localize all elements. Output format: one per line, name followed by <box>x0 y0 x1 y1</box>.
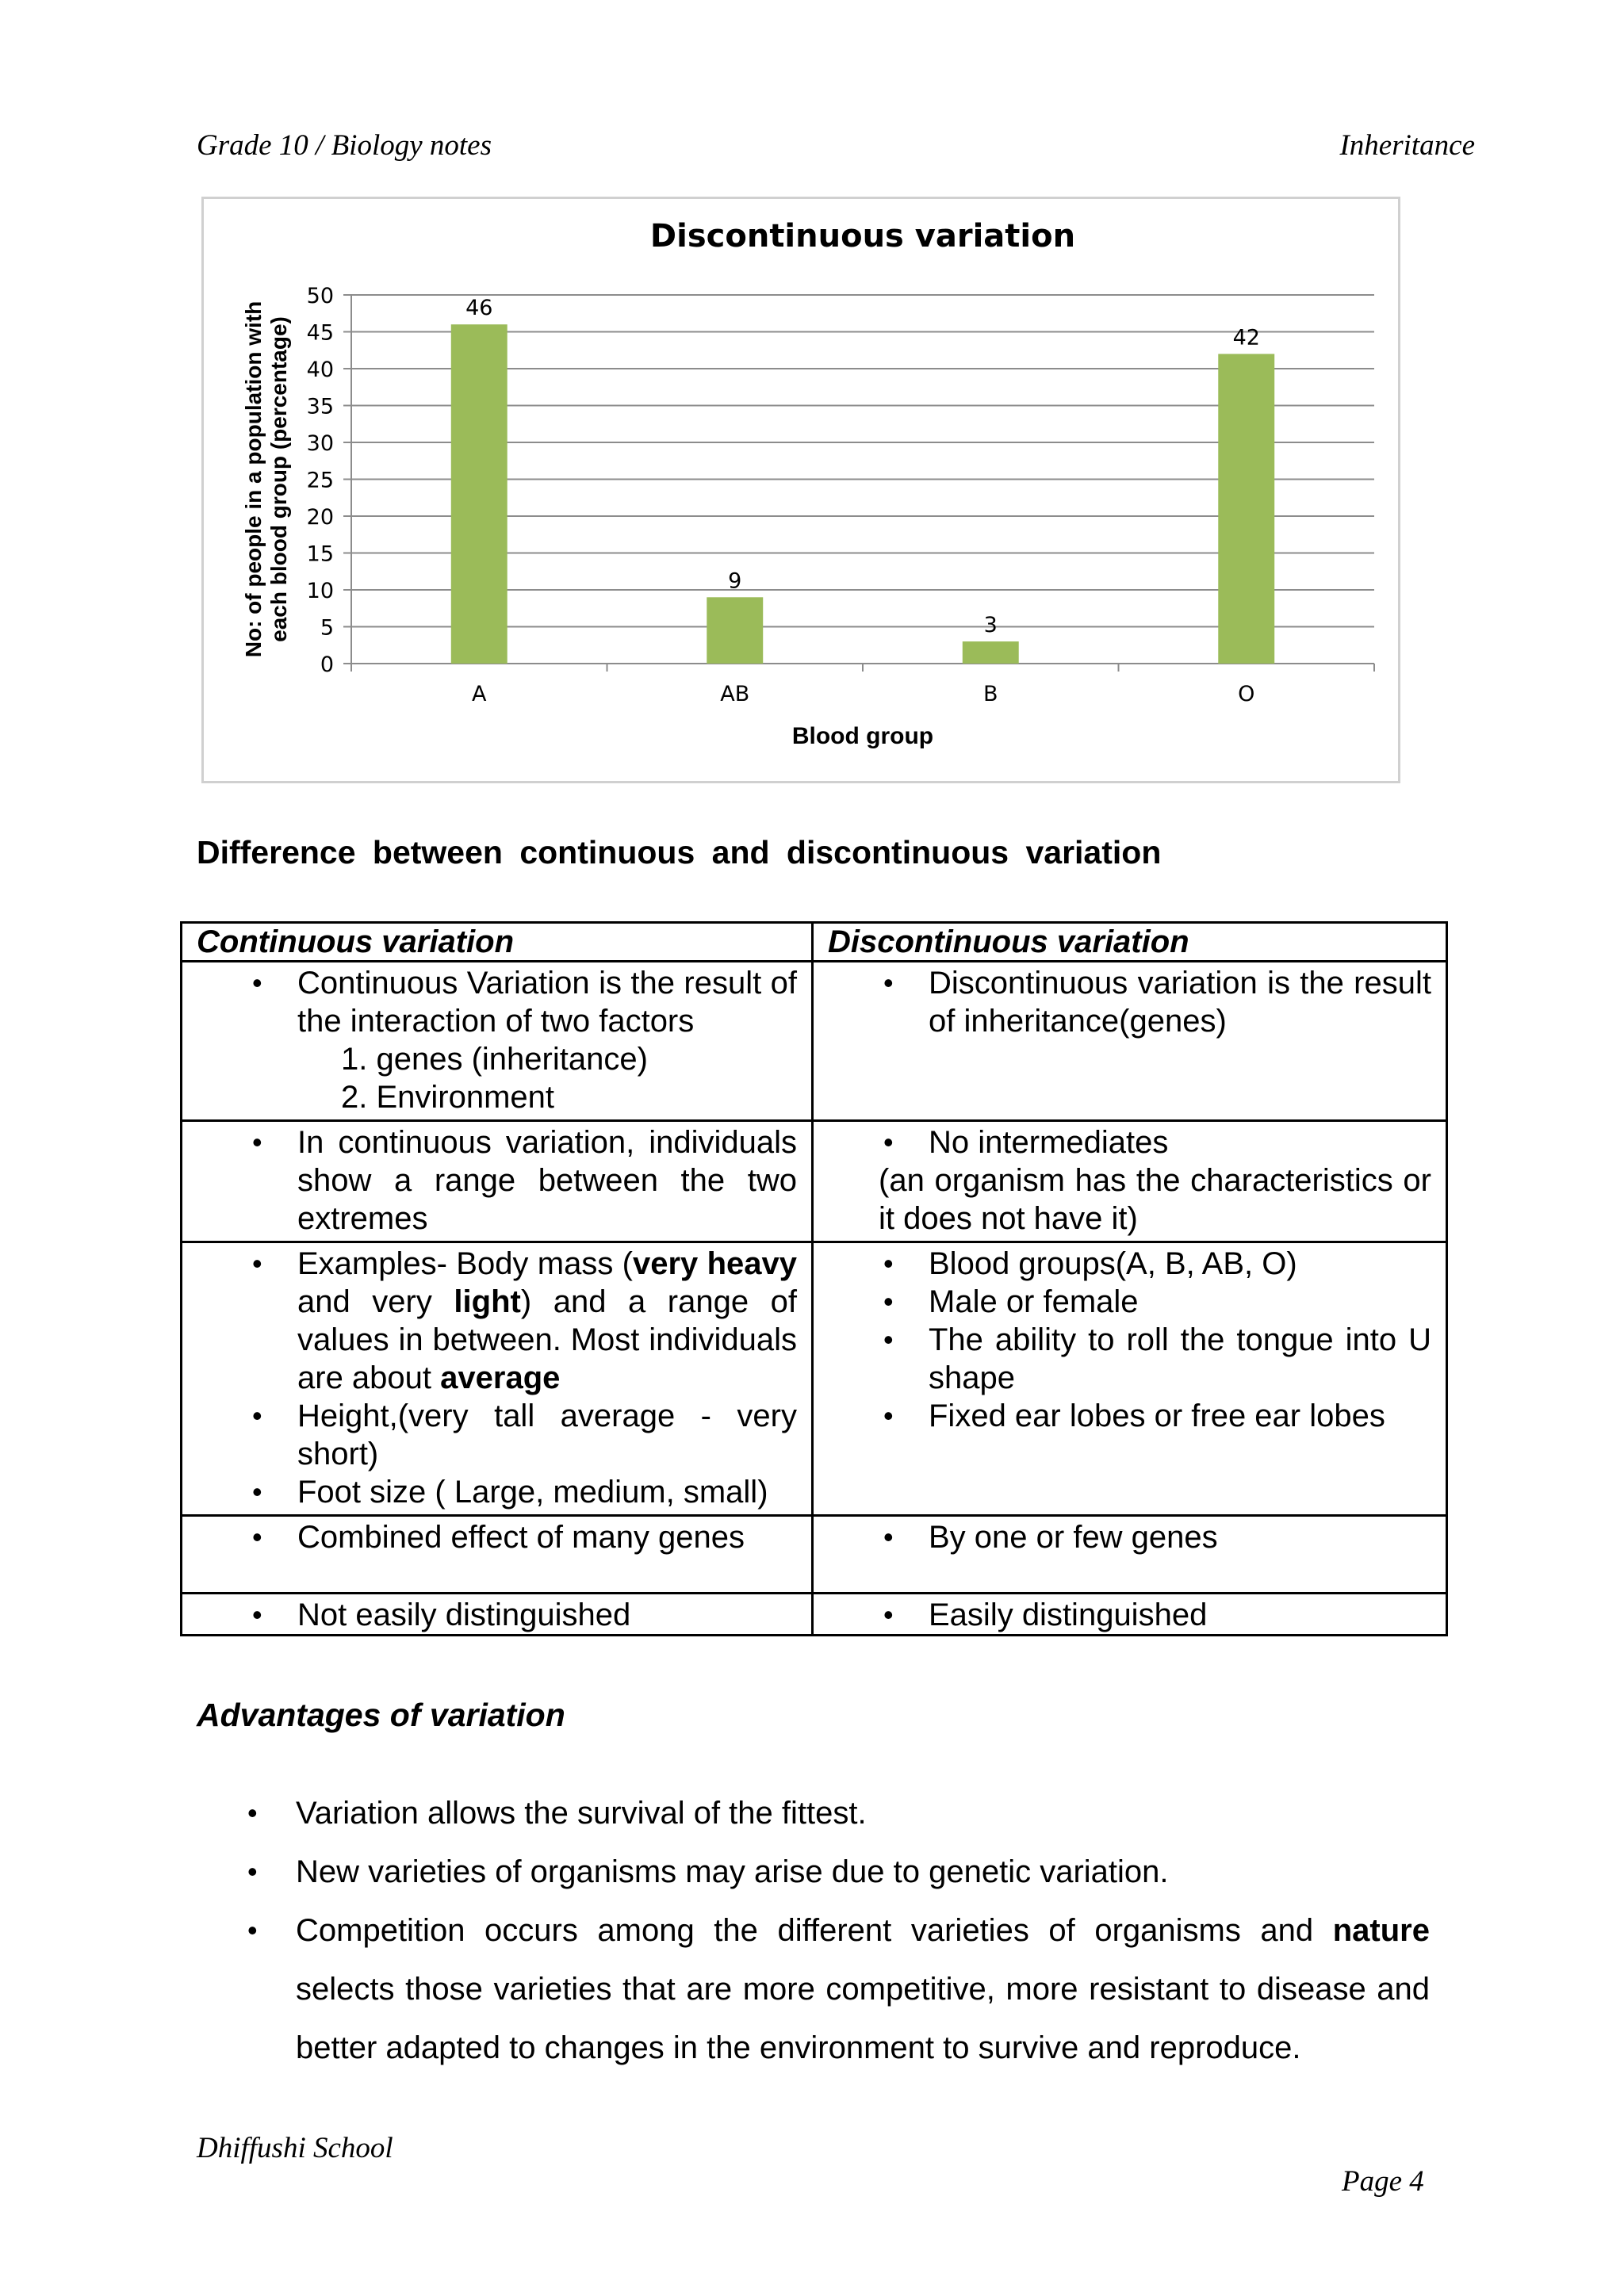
chart-title: Discontinuous variation <box>649 218 1076 254</box>
header-right: Inheritance <box>1339 129 1475 162</box>
list-item: • Blood groups(A, B, AB, O) <box>814 1245 1431 1283</box>
table-row <box>182 1516 1447 1594</box>
bar <box>707 597 763 664</box>
list-item: • Variation allows the survival of the fittest. <box>197 1784 1430 1843</box>
list-item: • Continuous Variation is the result of the interaction of two factors <box>182 964 797 1040</box>
comparison-table <box>180 921 1448 1636</box>
x-tick-label: B <box>982 682 998 706</box>
table-row <box>182 1594 1447 1636</box>
y-tick-label: 50 <box>306 284 334 308</box>
list-subitem: 2. Environment <box>341 1080 555 1115</box>
y-tick-label: 40 <box>306 358 334 382</box>
chart-frame <box>201 197 1400 783</box>
header-continuous: Continuous variation <box>182 923 813 962</box>
y-tick-label: 20 <box>306 505 334 530</box>
advantages-list <box>197 1784 1430 2077</box>
header-discontinuous: Discontinuous variation <box>813 923 1447 962</box>
page-number: Page 4 <box>1342 2165 1424 2198</box>
list-item: • By one or few genes <box>814 1518 1431 1556</box>
list-item: • Height,(very tall average - very short) <box>182 1397 797 1473</box>
list-item: • Examples- Body mass (very heavy and very light) and a range of values in between. Most individuals are about average <box>182 1245 797 1397</box>
bar-data-label: 46 <box>465 296 493 321</box>
section-heading: Difference between continuous and discontinuous variation <box>197 834 1162 871</box>
list-item: • Combined effect of many genes <box>182 1518 797 1556</box>
list-item: • Male or female <box>814 1283 1431 1321</box>
list-item: • Fixed ear lobes or free ear lobes <box>814 1397 1431 1435</box>
list-item: • Easily distinguished <box>814 1596 1431 1634</box>
y-tick-label: 10 <box>306 579 334 603</box>
list-item: • Discontinuous variation is the result of inheritance(genes) <box>814 964 1431 1040</box>
note-text: (an organism has the characteristics or it does not have it) <box>879 1163 1431 1236</box>
table-row <box>182 1242 1447 1516</box>
y-tick-label: 0 <box>320 652 334 677</box>
table-header-row <box>182 923 1447 962</box>
bar-data-label: 9 <box>728 568 742 594</box>
list-item: • Competition occurs among the different varieties of organisms and nature selects those varieties that are more competitive, more resistant to disease and better adapted to changes in the environment to survive and reproduce. <box>197 1901 1430 2077</box>
table-row <box>182 1121 1447 1242</box>
x-tick-label: A <box>472 682 487 706</box>
y-axis-label-line2: each blood group (percentage) <box>266 316 291 642</box>
y-tick-label: 5 <box>320 615 334 641</box>
table-row <box>182 962 1447 1121</box>
list-item: • Not easily distinguished <box>182 1596 797 1634</box>
x-tick-label: AB <box>720 682 750 706</box>
y-tick-label: 35 <box>306 394 334 419</box>
y-tick-label: 15 <box>306 541 334 567</box>
list-item: • The ability to roll the tongue into U shape <box>814 1321 1431 1397</box>
y-axis-label-line1: No: of people in a population with <box>241 300 266 658</box>
y-tick-label: 45 <box>306 320 334 346</box>
y-axis-label <box>241 301 291 658</box>
x-axis-label: Blood group <box>791 723 934 749</box>
list-item: • No intermediates <box>814 1123 1431 1161</box>
bar-data-label: 42 <box>1232 325 1260 350</box>
list-item: • New varieties of organisms may arise due to genetic variation. <box>197 1843 1430 1901</box>
footer-school: Dhiffushi School <box>197 2132 393 2164</box>
bar-chart <box>204 199 1398 781</box>
list-item: • In continuous variation, individuals show a range between the two extremes <box>182 1123 797 1238</box>
y-tick-label: 30 <box>306 431 334 456</box>
advantages-heading: Advantages of variation <box>197 1697 565 1733</box>
bar <box>451 324 508 664</box>
y-tick-label: 25 <box>306 468 334 493</box>
bar-data-label: 3 <box>983 613 998 638</box>
header-left: Grade 10 / Biology notes <box>197 129 492 162</box>
list-item: • Foot size ( Large, medium, small) <box>182 1473 797 1511</box>
list-subitem: 1. genes (inheritance) <box>341 1042 648 1077</box>
bar <box>1218 354 1274 664</box>
x-tick-label: O <box>1238 682 1255 706</box>
bar <box>963 641 1019 664</box>
